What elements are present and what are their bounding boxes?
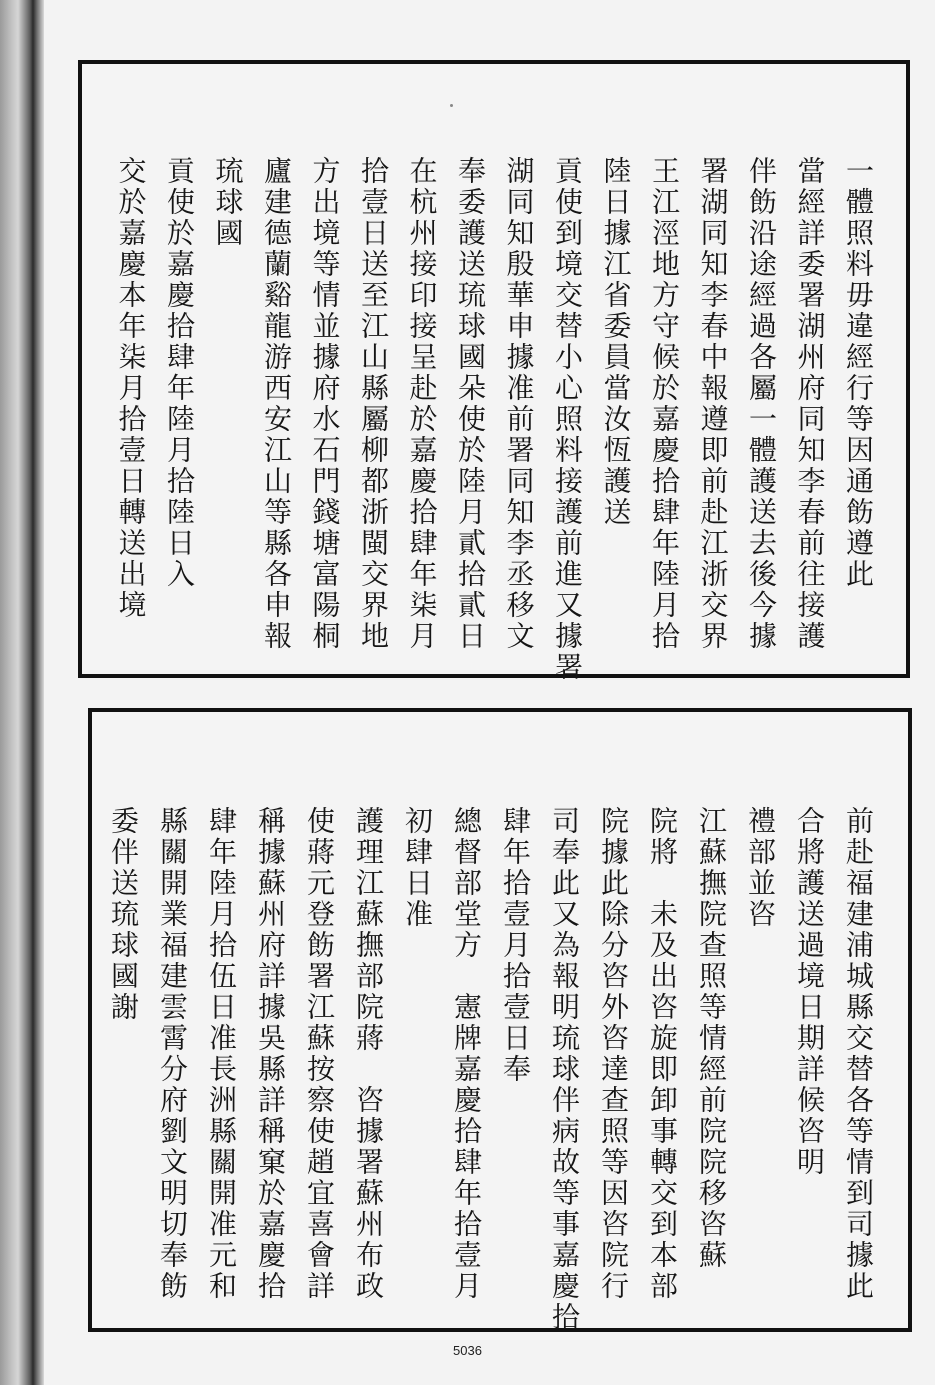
ink-speck <box>450 104 453 107</box>
text-column: 廬建德蘭谿龍游西安江山等縣各申報 <box>260 156 293 652</box>
text-column: 貢使到境交替小心照料接護前進又據署 <box>551 156 584 683</box>
text-column: 縣關開業福建雲霄分府劉文明切奉飭 <box>156 806 189 1302</box>
text-column: 在杭州接印接呈赴於嘉慶拾肆年柒月 <box>405 156 439 652</box>
text-column: 禮部並咨 <box>744 806 777 930</box>
text-column: 貢使於嘉慶拾肆年陸月拾陸日入 <box>163 156 196 590</box>
text-column: 初肆日准 <box>401 806 434 930</box>
text-column: 院據此除分咨外咨達查照等因咨院行 <box>597 806 630 1302</box>
text-column: 護理江蘇撫部院蔣 咨據署蘇州布政 <box>352 806 385 1302</box>
text-column: 院將 未及出咨旋即卸事轉交到本部 <box>646 806 679 1302</box>
text-column: 使蔣元登飭署江蘇按察使趙宜喜會詳 <box>303 806 336 1302</box>
text-column: 署湖同知李春中報遵即前赴江浙交界 <box>696 156 730 652</box>
upper-text-panel <box>78 60 910 683</box>
text-column: 方出境等情並據府水石門錢塘富陽桐 <box>308 156 342 652</box>
text-column: 合將護送過境日期詳候咨明 <box>793 806 826 1178</box>
text-column: 陸日據江省委員當汝恆護送 <box>599 156 633 528</box>
text-column: 一體照料毋違經行等因通飭遵此 <box>842 156 875 590</box>
text-column: 拾壹日送至江山縣屬柳都浙閩交界地 <box>357 156 390 652</box>
lower-text-panel <box>88 708 912 1332</box>
text-column: 肆年拾壹月拾壹日奉 <box>499 806 532 1085</box>
text-column: 江蘇撫院查照等情經前院院移咨蘇 <box>695 806 728 1271</box>
text-column: 總督部堂方 憲牌嘉慶拾肆年拾壹月 <box>450 806 483 1302</box>
text-column: 肆年陸月拾伍日准長洲縣關開准元和 <box>205 806 238 1302</box>
page-number: 5036 <box>453 1343 482 1358</box>
text-column: 湖同知殷華申據准前署同知李丞移文 <box>502 156 536 652</box>
text-column: 伴飭沿途經過各屬一體護送去後今據 <box>745 156 778 652</box>
text-column: 琉球國 <box>211 156 245 249</box>
book-binding-edge <box>0 0 44 1385</box>
text-column: 奉委護送琉球國朵使於陸月貳拾貳日 <box>454 156 487 652</box>
text-column: 司奉此又為報明琉球伴病故等事嘉慶拾 <box>548 806 581 1333</box>
text-column: 稱據蘇州府詳據吳縣詳稱窠於嘉慶拾 <box>254 806 287 1302</box>
text-column: 交於嘉慶本年柒月拾壹日轉送出境 <box>114 156 148 621</box>
text-column: 當經詳委署湖州府同知李春前往接護 <box>793 156 827 652</box>
text-column: 委伴送琉球國謝 <box>107 806 140 1023</box>
text-column: 前赴福建浦城縣交替各等情到司據此 <box>842 806 875 1302</box>
text-column: 王江涇地方守候於嘉慶拾肆年陸月拾 <box>648 156 681 652</box>
